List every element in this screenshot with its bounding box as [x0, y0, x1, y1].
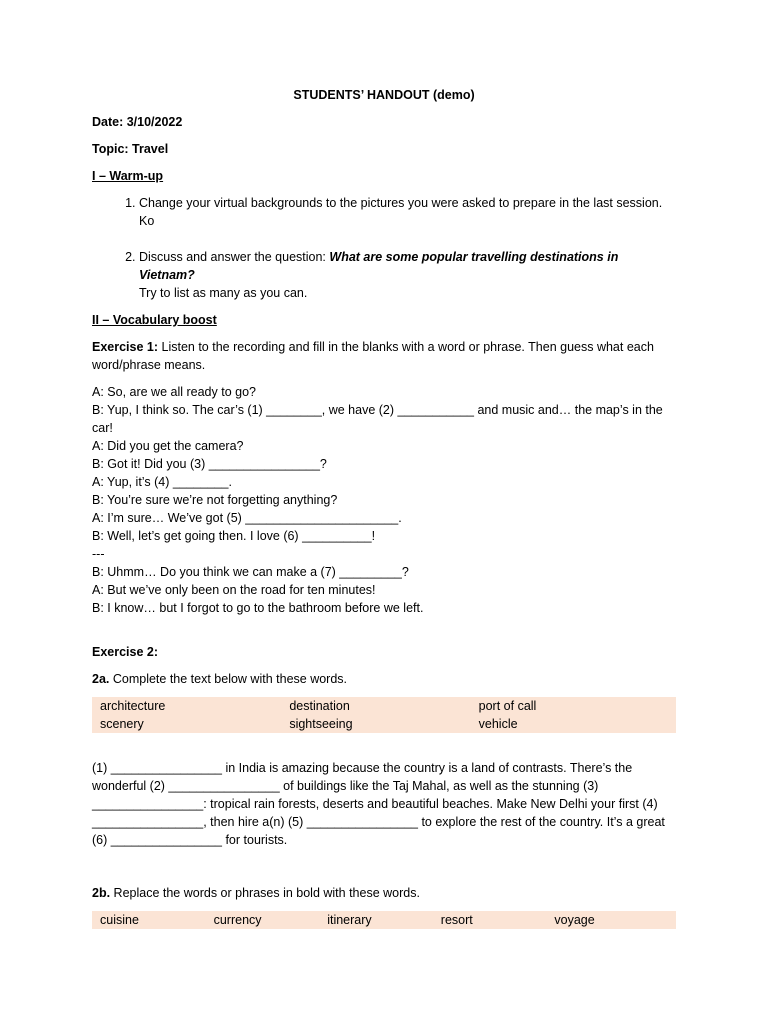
- exercise2a-instruction: [92, 670, 676, 688]
- word-box-item: vehicle: [478, 717, 518, 731]
- dialog-line: A: But we’ve only been on the road for ten minutes!: [92, 583, 376, 597]
- word-box-item: scenery: [100, 717, 144, 731]
- warmup-item-2-follow: Try to list as many as you can.: [139, 286, 308, 300]
- exercise2a-paragraph: (1) ________________ in India is amazing because the country is a land of contrasts. There’s the wonderful (2) ________________ of buildings like the Taj Mahal, as well as the stunning (3) ________________: tropical rain forests, deserts and beautiful beaches. Make New Delhi your first (4) ________________, then hire a(n) (5) ________________ to explore the rest of the country. It’s a great (6) ________________ for tourists.: [92, 761, 665, 847]
- date-line: Date: 3/10/2022: [92, 115, 183, 129]
- exercise2b-instruction: [92, 884, 676, 902]
- exercise2-label: Exercise 2:: [92, 645, 159, 659]
- word-box-item: cuisine: [100, 913, 139, 927]
- page-title: STUDENTS’ HANDOUT (demo): [293, 88, 475, 102]
- word-box-item: destination: [289, 699, 350, 713]
- dialog-line: B: Got it! Did you (3) ________________?: [92, 457, 327, 471]
- exercise1-label: Exercise 1:: [92, 340, 159, 354]
- dialog-line: B: I know… but I forgot to go to the bathroom before we left.: [92, 601, 424, 615]
- warmup-list: [92, 194, 676, 302]
- dialog: [92, 383, 676, 617]
- word-box-item: resort: [440, 913, 473, 927]
- dialog-line: B: Well, let’s get going then. I love (6) __________!: [92, 529, 376, 543]
- warmup-item-2-lead: Discuss and answer the question:: [139, 250, 330, 264]
- section1-heading: I – Warm-up: [92, 169, 164, 183]
- dialog-line: A: Did you get the camera?: [92, 439, 244, 453]
- warmup-item-1-text: Change your virtual backgrounds to the pictures you were asked to prepare in the last session. Ko: [139, 196, 663, 228]
- warmup-question: What are some popular travelling destinations in Vietnam?: [139, 250, 619, 282]
- word-box-item: sightseeing: [289, 717, 353, 731]
- topic-line: Topic: Travel: [92, 142, 169, 156]
- dialog-line: B: You’re sure we’re not forgetting anything?: [92, 493, 338, 507]
- dialog-line: A: So, are we all ready to go?: [92, 385, 256, 399]
- exercise2b-text: Replace the words or phrases in bold with these words.: [110, 886, 420, 900]
- word-box-2b: [92, 911, 676, 929]
- word-box-item: currency: [213, 913, 262, 927]
- word-box-item: architecture: [100, 699, 166, 713]
- warmup-item-1: [139, 194, 676, 230]
- exercise1-instruction: [92, 338, 676, 374]
- word-box-2a: [92, 697, 676, 733]
- word-box-item: voyage: [554, 913, 595, 927]
- dialog-line: B: Uhmm… Do you think we can make a (7) _________?: [92, 565, 409, 579]
- section2-heading: II – Vocabulary boost: [92, 313, 217, 327]
- exercise2b-label: 2b.: [92, 886, 111, 900]
- dialog-line: A: Yup, it’s (4) ________.: [92, 475, 232, 489]
- dialog-line: ---: [92, 547, 105, 561]
- handout-page: [92, 86, 676, 929]
- word-box-item: port of call: [478, 699, 537, 713]
- dialog-line: A: I’m sure… We’ve got (5) ______________________.: [92, 511, 402, 525]
- exercise1-text: Listen to the recording and fill in the blanks with a word or phrase. Then guess what each word/phrase means.: [92, 340, 654, 372]
- word-box-item: itinerary: [327, 913, 372, 927]
- warmup-item-2: [139, 248, 676, 302]
- exercise2a-label: 2a.: [92, 672, 110, 686]
- exercise2a-text: Complete the text below with these words.: [109, 672, 348, 686]
- dialog-line: B: Yup, I think so. The car’s (1) ________, we have (2) ___________ and music and… the map’s in the car!: [92, 403, 663, 435]
